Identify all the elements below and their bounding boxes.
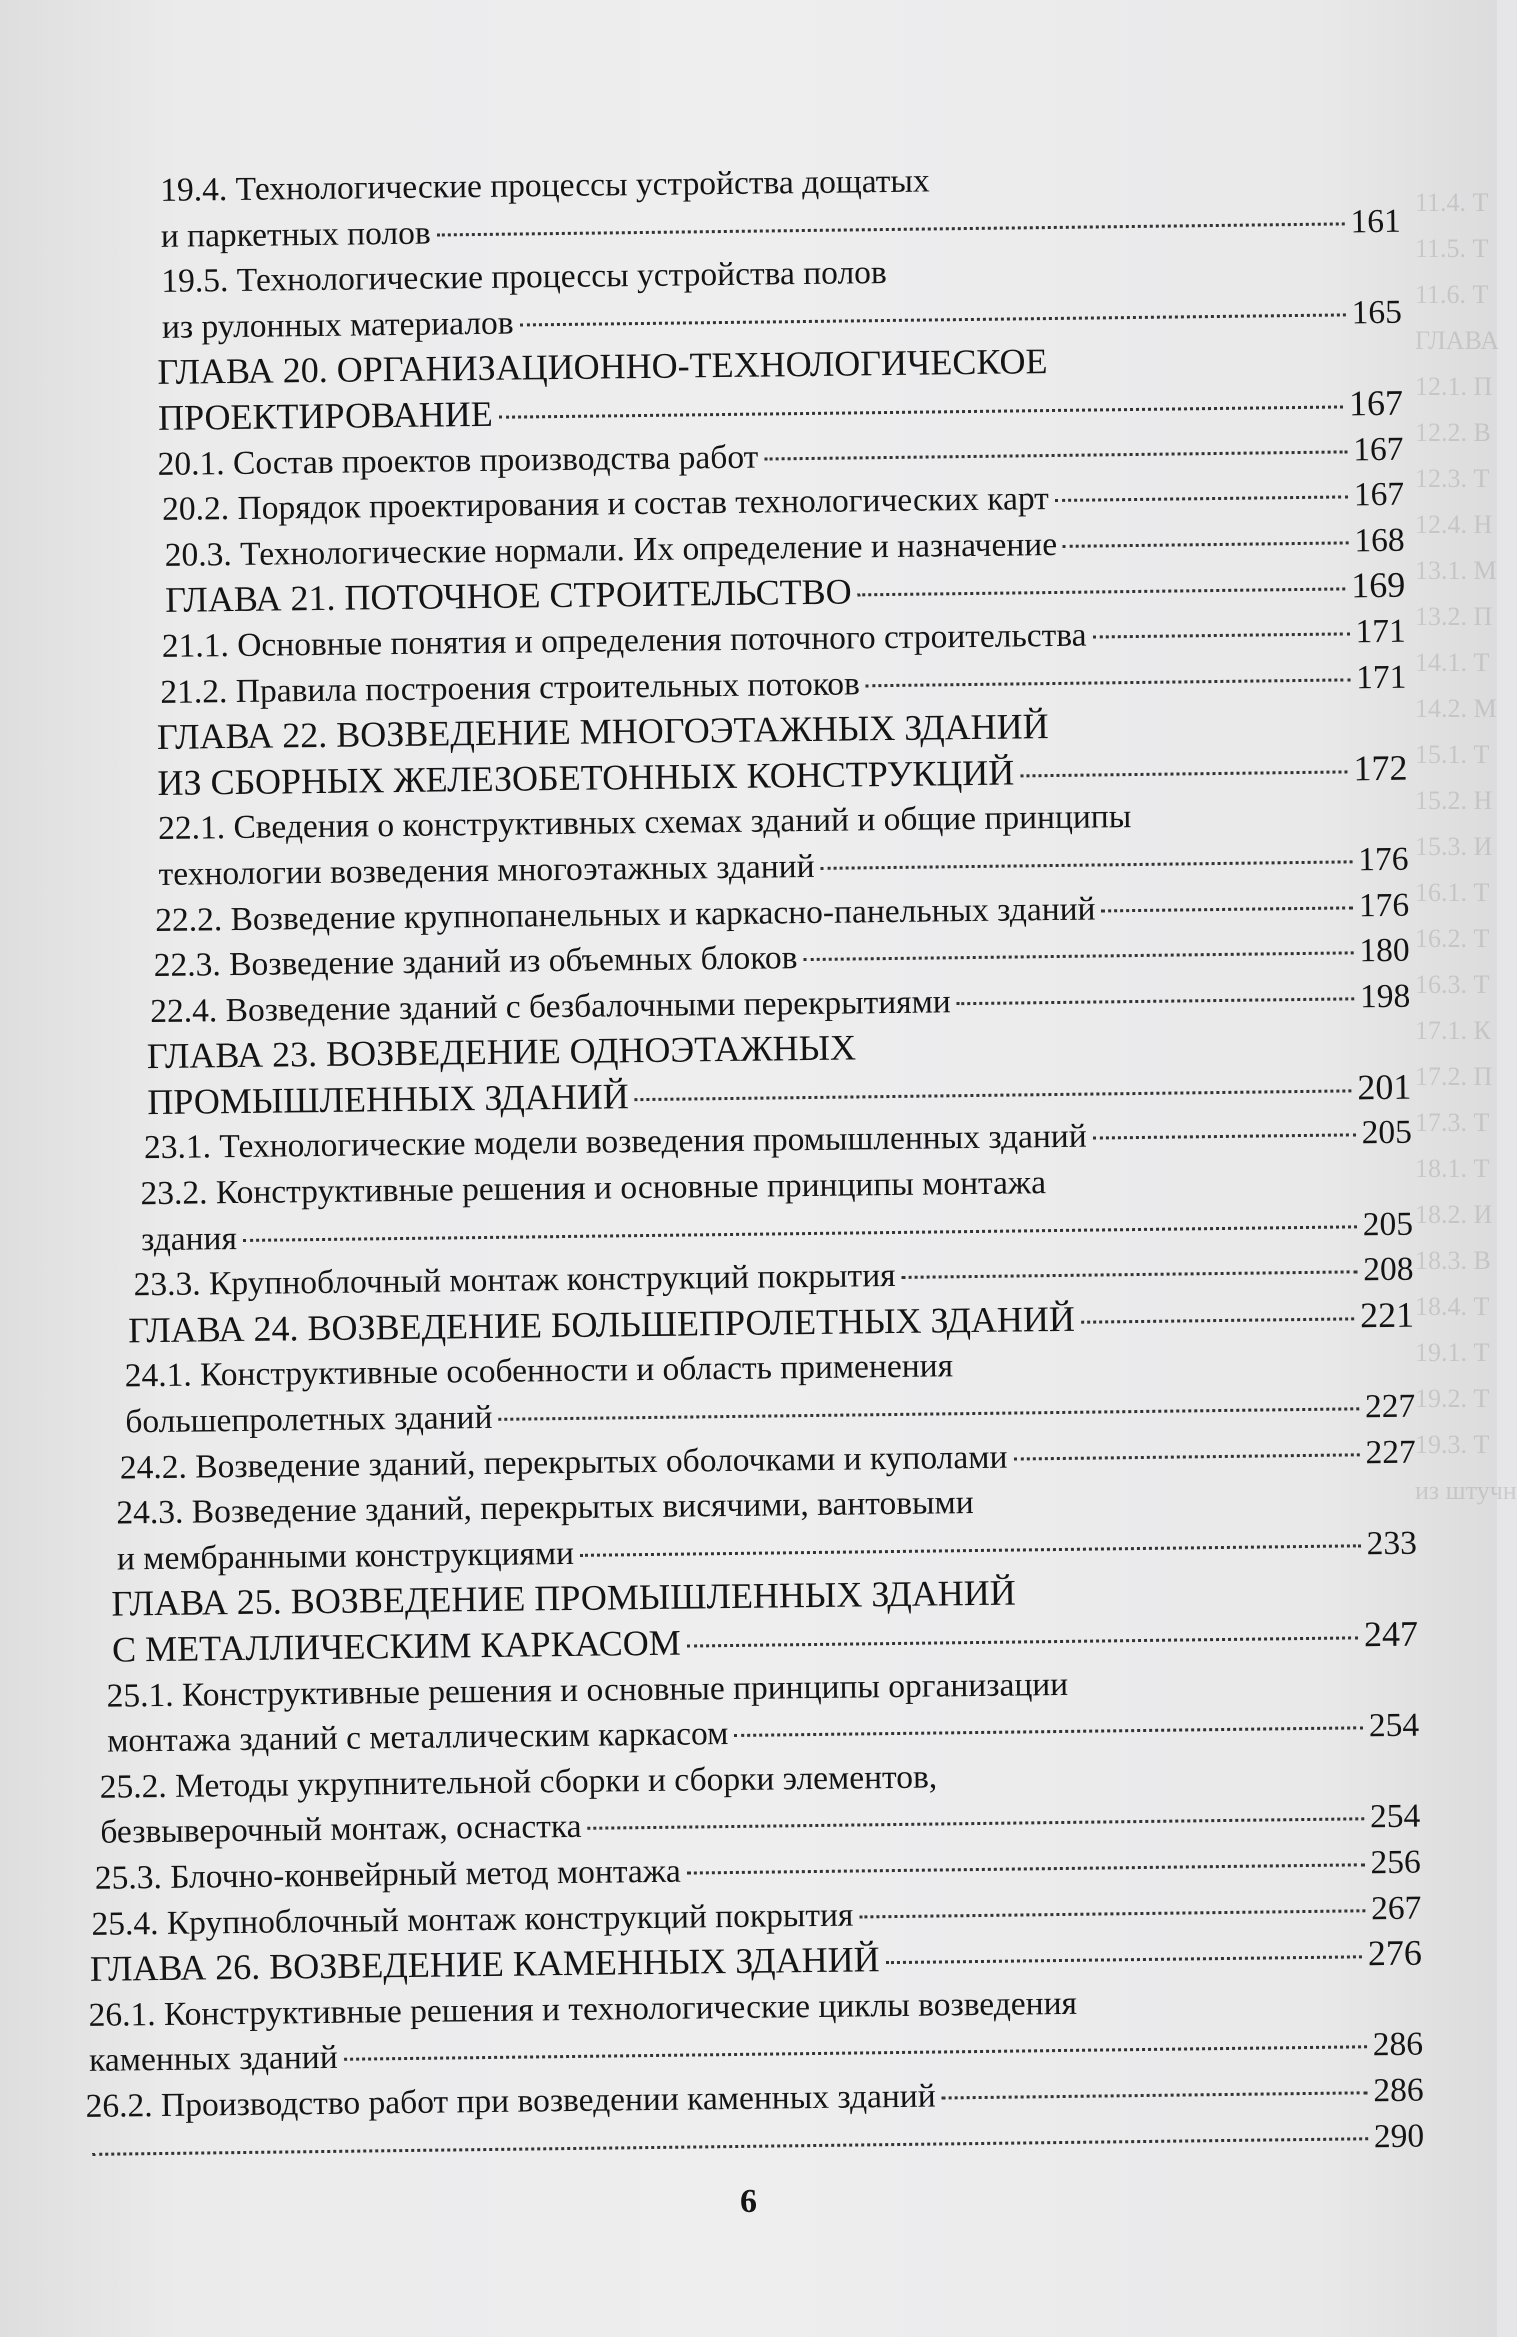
dot-leader (957, 997, 1354, 1005)
toc-entry-text: 20.1. Состав проектов производства работ (157, 438, 759, 483)
toc-entry-text: 20.3. Технологические нормали. Их определение и назначение (164, 525, 1058, 574)
toc-entry-text: большепролетных зданий (125, 1398, 493, 1441)
toc-page-number: 172 (1353, 747, 1408, 789)
toc-entry-text: здания (140, 1219, 238, 1258)
toc-entry-text: технологии возведения многоэтажных зданий (158, 847, 815, 893)
toc-page-number: 247 (1363, 1613, 1419, 1655)
toc-page-number: 233 (1366, 1524, 1418, 1563)
toc-entry-text: 24.2. Возведение зданий, перекрытых оболочками и куполами (119, 1438, 1008, 1487)
toc-entry-text: 20.2. Порядок проектирования и состав технологических карт (161, 480, 1050, 529)
toc-page-number: 290 (1373, 2117, 1425, 2155)
toc-page-number: 208 (1363, 1250, 1414, 1289)
toc-page-number: 198 (1359, 977, 1411, 1015)
toc-page-number: 180 (1359, 931, 1410, 970)
toc-entry-text: 23.3. Крупноблочный монтаж конструкций покрытия (133, 1257, 896, 1304)
toc-entry-text: ГЛАВА 23. ВОЗВЕДЕНИЕ ОДНОЭТАЖНЫХ (146, 1027, 857, 1077)
toc-section-entry (140, 1156, 1413, 1263)
dot-leader (821, 860, 1353, 869)
dot-leader (858, 588, 1346, 597)
toc-section-entry (124, 1338, 1415, 1445)
toc-entry-text: 19.4. Технологические процессы устройства дощатых (160, 162, 930, 209)
toc-section-entry (158, 791, 1409, 897)
dot-leader (687, 1863, 1365, 1874)
toc-page-number: 221 (1359, 1294, 1415, 1336)
dot-leader (1101, 906, 1352, 912)
dot-leader (1055, 496, 1348, 503)
toc-page-number: 201 (1357, 1066, 1412, 1108)
page-number: 6 (740, 2183, 757, 2220)
toc-chapter-entry (157, 335, 1403, 441)
toc-page-number: 169 (1350, 565, 1406, 606)
dot-leader (1020, 770, 1347, 777)
toc-entry-text: ГЛАВА 26. ВОЗВЕДЕНИЕ КАМЕННЫХ ЗДАНИЙ (89, 1939, 880, 1990)
dot-leader (942, 2091, 1368, 2099)
toc-page-number: 267 (1370, 1889, 1422, 1927)
dot-leader (437, 222, 1345, 236)
toc-section-entry (160, 153, 1401, 259)
dot-leader (859, 1909, 1365, 1918)
toc-entry-text: 25.3. Блочно-конвейрный метод монтажа (94, 1852, 681, 1897)
toc-entry-text: ГЛАВА 24. ВОЗВЕДЕНИЕ БОЛЬШЕПРОЛЕТНЫХ ЗДАНИЙ (127, 1298, 1076, 1351)
toc-chapter-entry (111, 1566, 1418, 1673)
dot-leader (1013, 1453, 1359, 1460)
toc-entry-text: и мембранными конструкциями (116, 1534, 575, 1578)
toc-entry-text: каменных зданий (88, 2039, 338, 2080)
toc-page-number: 205 (1361, 1114, 1413, 1152)
toc-entry-text: 24.1. Конструктивные особенности и область применения (124, 1347, 954, 1395)
toc-page-number: 161 (1350, 202, 1401, 240)
dot-leader (580, 1544, 1361, 1557)
toc-page-number: 176 (1358, 886, 1410, 924)
dot-leader (1063, 541, 1348, 547)
dot-leader (499, 405, 1343, 418)
toc-entry-text: 22.2. Возведение крупнопанельных и каркасно-панельных зданий (154, 890, 1096, 939)
toc-entry-text: 22.3. Возведение зданий из объемных блоков (153, 939, 798, 985)
dot-leader (764, 450, 1347, 460)
dot-leader (1093, 632, 1350, 638)
toc-section-entry (161, 244, 1402, 350)
dot-leader (1093, 1134, 1356, 1140)
toc-page-number: 171 (1355, 658, 1407, 696)
toc-entry-text: 24.3. Возведение зданий, перекрытых висячими, вантовыми (116, 1484, 974, 1532)
toc-entry-text: 25.1. Конструктивные решения и основные принципы организации (106, 1665, 1069, 1715)
toc-entry-text: 25.2. Методы укрупнительной сборки и сборки элементов, (99, 1758, 938, 1806)
toc-entry-text: ПРОЕКТИРОВАНИЕ (157, 393, 493, 438)
toc-entry-text: безвыверочный монтаж, оснастка (100, 1808, 582, 1852)
toc-section-entry (116, 1475, 1417, 1582)
dot-leader (92, 2137, 1368, 2156)
dot-leader (803, 951, 1353, 961)
toc-entry-text: С МЕТАЛЛИЧЕСКИМ КАРКАСОМ (111, 1622, 682, 1670)
dot-leader (687, 1636, 1358, 1647)
bleed-through-text: 11.4. Т 11.5. Т 11.6. Т ГЛАВА 12.1. П 12.2. В 12.3. Т 12.4. Н 13.1. М 13.2. П 14.1. Т 14.2. М 15.1. Т 15.2. Н 15.3. И 16.1. Т 16.2. Т 16.3. Т 17.1. К 17.2. П 17.3. Т 18.1. Т 18.2. И 18.3. В 18.4. Т 19.1. Т 19.2. Т 19.3. Т из штучн (1415, 188, 1517, 1505)
toc-entry-text: 22.4. Возведение зданий с безбалочными перекрытиями (150, 982, 951, 1030)
toc-section-entry (100, 1748, 1421, 1855)
toc-page-number: 205 (1362, 1205, 1414, 1243)
toc-entry-text: 23.1. Технологические модели возведения промышленных зданий (143, 1118, 1087, 1167)
dot-leader (886, 1955, 1362, 1964)
toc-entry-text: ГЛАВА 20. ОРГАНИЗАЦИОННО-ТЕХНОЛОГИЧЕСКОЕ (157, 341, 1048, 393)
toc-entry-text: 26.2. Производство работ при возведении каменных зданий (85, 2077, 936, 2125)
dot-leader (520, 313, 1346, 326)
toc-entry-text: ИЗ СБОРНЫХ ЖЕЛЕЗОБЕТОННЫХ КОНСТРУКЦИЙ (157, 752, 1015, 803)
toc-page-number: 167 (1353, 430, 1404, 468)
dot-leader (498, 1407, 1359, 1421)
toc-page-number: 227 (1364, 1387, 1416, 1426)
toc-page-number: 256 (1370, 1843, 1422, 1882)
toc-chapter-entry (157, 700, 1408, 806)
dot-leader (588, 1818, 1364, 1830)
toc-entry-text: 26.1. Конструктивные решения и технологические циклы возведения (88, 1984, 1078, 2034)
toc-entry-text: 23.2. Конструктивные решения и основные принципы монтажа (140, 1164, 1047, 1213)
toc-entry-text: ПРОМЫШЛЕННЫХ ЗДАНИЙ (147, 1076, 629, 1122)
dot-leader (902, 1271, 1358, 1280)
dot-leader (734, 1726, 1363, 1737)
toc-page-number: 286 (1372, 2025, 1424, 2064)
dot-leader (1081, 1317, 1354, 1323)
toc-entry-text: 22.1. Сведения о конструктивных схемах зданий и общие принципы (157, 798, 1132, 848)
toc-entry-text: из рулонных материалов (161, 304, 514, 346)
table-of-contents (85, 153, 1425, 2174)
dot-leader (866, 678, 1350, 687)
dot-leader (344, 2046, 1367, 2062)
toc-section-entry (106, 1657, 1419, 1764)
toc-page-number: 254 (1368, 1706, 1420, 1745)
toc-page-number: 171 (1355, 612, 1406, 651)
toc-entry-text: 19.5. Технологические процессы устройства полов (161, 254, 887, 301)
toc-chapter-entry (147, 1019, 1412, 1126)
toc-page-number: 227 (1365, 1433, 1417, 1471)
toc-page-number: 165 (1351, 293, 1403, 332)
toc-page-number: 276 (1367, 1932, 1423, 1974)
toc-entry-text: ГЛАВА 22. ВОЗВЕДЕНИЕ МНОГОЭТАЖНЫХ ЗДАНИЙ (156, 706, 1049, 758)
dot-leader (243, 1225, 1357, 1242)
toc-entry-text: ГЛАВА 21. ПОТОЧНОЕ СТРОИТЕЛЬСТВО (165, 571, 852, 621)
toc-entry-text: 21.2. Правила построения строительных потоков (160, 664, 861, 711)
toc-entry-text: 21.1. Основные понятия и определения поточного строительства (161, 616, 1087, 665)
toc-page-number: 176 (1358, 840, 1409, 879)
toc-page-number: 286 (1373, 2071, 1424, 2110)
toc-entry-text: 25.4. Крупноблочный монтаж конструкций покрытия (91, 1896, 854, 1943)
toc-page-number: 167 (1353, 475, 1405, 514)
toc-page-number: 254 (1369, 1797, 1421, 1836)
toc-entry-text: ГЛАВА 25. ВОЗВЕДЕНИЕ ПРОМЫШЛЕННЫХ ЗДАНИЙ (111, 1572, 1016, 1624)
toc-section-entry (88, 1976, 1423, 2083)
toc-page-number: 167 (1348, 382, 1404, 424)
toc-entry-text: и паркетных полов (160, 214, 431, 255)
toc-entry-text: монтажа зданий с металлическим каркасом (106, 1715, 729, 1760)
dot-leader (635, 1089, 1352, 1101)
toc-page-number: 168 (1354, 521, 1405, 560)
